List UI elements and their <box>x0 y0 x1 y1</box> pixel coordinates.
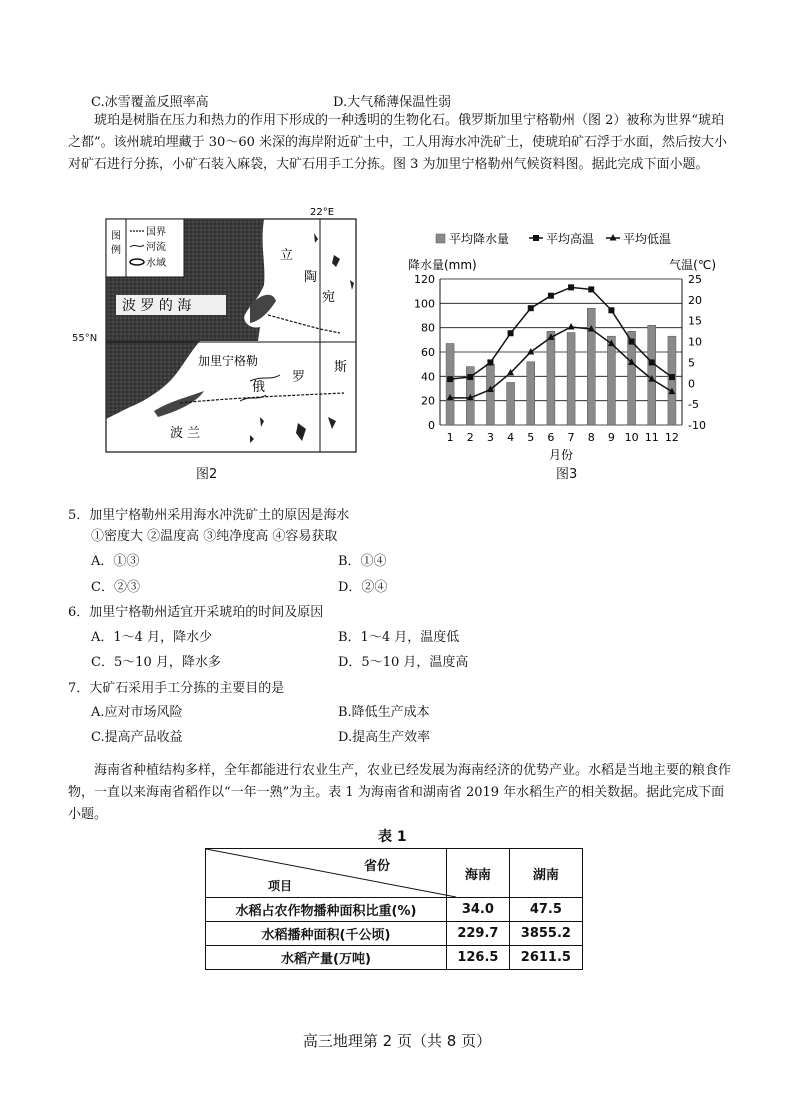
passage-rice: 海南省种植结构多样，全年都能进行农业生产，农业已经发展为海南经济的优势产业。水稻是当地主要的粮食作物，一直以来海南省稻作以“一年一熟”为主。表 1 为海南省和湖南省 2019 年水稻生产的相关数据。据此完成下面小题。 <box>68 763 732 822</box>
legend-water-label: 水域 <box>146 258 166 269</box>
x-tick-label: 3 <box>486 431 494 444</box>
x-tick-label: 7 <box>567 431 575 444</box>
precip-bar <box>446 343 454 425</box>
q6-stem: 6．加里宁格勒州适宜开采琥珀的时间及原因 <box>68 605 324 620</box>
avg-low-point <box>568 323 575 330</box>
precip-bar <box>547 331 555 425</box>
legend-high-label: 平均高温 <box>546 232 595 246</box>
y2-tick-label: -5 <box>688 398 699 412</box>
y2-tick-label: 0 <box>688 377 695 391</box>
column-header-hainan: 海南 <box>447 849 510 898</box>
x-tick-label: 9 <box>607 431 615 444</box>
cell-value: 47.5 <box>509 898 582 922</box>
avg-high-point <box>467 374 473 380</box>
figure-2-caption: 图2 <box>196 467 218 482</box>
avg-high-point <box>568 284 574 290</box>
russia-label-2: 罗 <box>292 370 306 385</box>
legend-precip-label: 平均降水量 <box>449 232 510 246</box>
parallel-label: 55°N <box>72 333 98 344</box>
avg-high-point <box>629 339 635 345</box>
cell-value: 229.7 <box>447 922 510 946</box>
corner-item-label: 项目 <box>268 879 293 893</box>
q5-option-b: B．①④ <box>338 554 387 569</box>
q7-option-c: C.提高产品收益 <box>91 730 183 745</box>
legend-high-marker <box>533 235 539 241</box>
y-tick-label: 0 <box>428 419 435 432</box>
corner-province-label: 省份 <box>363 859 390 874</box>
y2-tick-label: 10 <box>688 335 702 349</box>
avg-low-point <box>527 348 534 355</box>
row-label: 水稻占农作物播种面积比重(%) <box>206 898 447 922</box>
q6-option-d: D．5～10 月，温度高 <box>338 655 469 670</box>
precip-bar <box>668 336 676 425</box>
table-corner-header <box>206 849 447 898</box>
y-tick-label: 80 <box>421 321 435 335</box>
x-tick-label: 8 <box>587 431 595 444</box>
y2-tick-label: -10 <box>688 419 706 432</box>
x-axis-label: 月份 <box>548 448 574 462</box>
row-label: 水稻播种面积(千公顷) <box>206 922 447 946</box>
q7-option-a: A.应对市场风险 <box>91 705 183 720</box>
y-tick-label: 120 <box>414 273 435 286</box>
cell-value: 34.0 <box>447 898 510 922</box>
page-footer: 高三地理第 2 页（共 8 页） <box>302 1032 492 1050</box>
precip-bar <box>507 382 515 425</box>
q7-option-b: B.降低生产成本 <box>338 705 430 720</box>
q5-sub-options: ①密度大 ②温度高 ③纯净度高 ④容易获取 <box>91 529 338 544</box>
avg-high-point <box>508 330 514 336</box>
q7-stem: 7．大矿石采用手工分拣的主要目的是 <box>68 681 285 696</box>
russia-label-1: 俄 <box>252 380 266 395</box>
avg-high-point <box>528 305 534 311</box>
table-row <box>206 946 583 970</box>
y2-tick-label: 25 <box>688 273 702 286</box>
avg-high-point <box>608 307 614 313</box>
kaliningrad-map <box>100 205 362 455</box>
cell-value: 126.5 <box>447 946 510 970</box>
y2-tick-label: 5 <box>688 356 695 370</box>
map-legend-title: 图例 <box>111 231 121 256</box>
x-tick-label: 11 <box>644 431 659 444</box>
precip-bar <box>607 336 615 425</box>
table-row <box>206 922 583 946</box>
column-header-hunan: 湖南 <box>509 849 582 898</box>
x-tick-label: 6 <box>547 431 555 444</box>
q6-option-a: A．1～4 月，降水少 <box>91 630 213 645</box>
figure-3-caption: 图3 <box>556 467 578 482</box>
x-tick-label: 2 <box>466 431 474 444</box>
x-tick-label: 1 <box>446 431 454 444</box>
y2-axis-label: 气温(℃) <box>669 258 716 272</box>
avg-high-point <box>487 359 493 365</box>
avg-low-line <box>450 327 672 398</box>
rice-data-table <box>205 848 583 970</box>
q4-option-c: C.冰雪覆盖反照率高 <box>91 95 209 110</box>
lithuania-label-2: 陶 <box>304 270 318 285</box>
meridian-label: 22°E <box>310 207 335 218</box>
cell-value: 3855.2 <box>509 922 582 946</box>
q4-option-d: D.大气稀薄保温性弱 <box>333 95 452 110</box>
precip-bar <box>486 364 494 425</box>
avg-high-point <box>649 359 655 365</box>
legend-precip-swatch <box>436 234 445 243</box>
q5-option-a: A．①③ <box>91 554 140 569</box>
avg-high-point <box>669 374 675 380</box>
y-tick-label: 40 <box>421 370 435 384</box>
y-tick-label: 20 <box>421 394 435 408</box>
russia-label-3: 斯 <box>334 360 348 375</box>
poland-label: 波 兰 <box>170 426 201 441</box>
table-title: 表 1 <box>378 829 407 845</box>
legend-border-label: 国界 <box>146 227 166 238</box>
x-tick-label: 4 <box>507 431 515 444</box>
q7-option-d: D.提高生产效率 <box>338 730 431 745</box>
legend-river-label: 河流 <box>146 242 166 253</box>
y2-tick-label: 15 <box>688 314 702 328</box>
y2-tick-label: 20 <box>688 293 702 307</box>
y-axis-label: 降水量(mm) <box>408 258 477 272</box>
precip-bar <box>567 333 575 425</box>
avg-high-point <box>447 376 453 382</box>
cell-value: 2611.5 <box>509 946 582 970</box>
x-tick-label: 10 <box>624 431 639 444</box>
lithuania-label-3: 宛 <box>322 290 336 305</box>
climate-chart <box>400 224 720 474</box>
q6-option-c: C．5～10 月，降水多 <box>91 655 221 670</box>
avg-high-line <box>450 287 672 379</box>
q5-option-d: D．②④ <box>338 580 388 595</box>
x-tick-label: 5 <box>527 431 535 444</box>
lithuania-label-1: 立 <box>280 248 294 263</box>
legend-low-label: 平均低温 <box>623 232 672 246</box>
q5-option-c: C．②③ <box>91 580 140 595</box>
kaliningrad-label: 加里宁格勒 <box>198 354 259 368</box>
precip-bar <box>527 362 535 425</box>
passage-amber: 琥珀是树脂在压力和热力的作用下形成的一种透明的生物化石。俄罗斯加里宁格勒州（图 2）被称为世界“琥珀之都”。该州琥珀埋藏于 30～60 米深的海岸附近矿土中，工人用海水冲洗矿土，使琥珀矿石浮于水面，然后按大小对矿石进行分拣，小矿石装入麻袋，大矿石用手工分拣。图 3 为加里宁格勒州气候资料图。据此完成下面小题。 <box>68 113 727 172</box>
baltic-sea-label: 波 罗 的 海 <box>122 298 192 314</box>
x-tick-label: 12 <box>664 431 679 444</box>
table-row <box>206 898 583 922</box>
q5-stem: 5．加里宁格勒州采用海水冲洗矿土的原因是海水 <box>68 508 350 523</box>
row-label: 水稻产量(万吨) <box>206 946 447 970</box>
y-tick-label: 100 <box>414 297 435 311</box>
avg-high-point <box>588 286 594 292</box>
q6-option-b: B．1～4 月，温度低 <box>338 630 460 645</box>
y-tick-label: 60 <box>421 346 435 359</box>
avg-high-point <box>548 293 554 299</box>
